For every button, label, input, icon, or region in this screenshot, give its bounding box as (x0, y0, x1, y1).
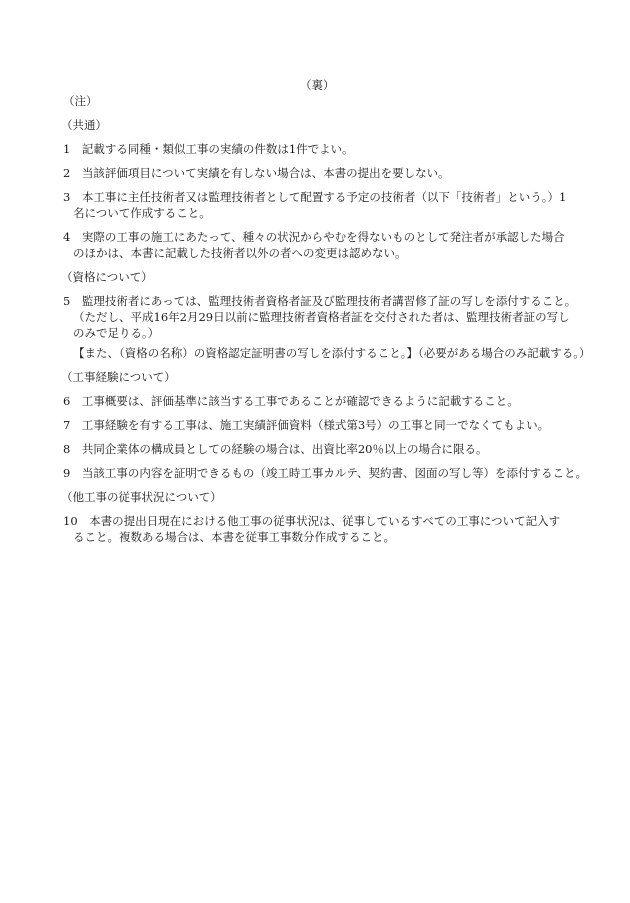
page-side-label: （裏） (300, 78, 335, 92)
note-heading: （注） (63, 94, 98, 108)
section-qualification: （資格について） (61, 270, 153, 284)
note-item-9: 9 当該工事の内容を証明できるもの（竣工時工事カルテ、契約書、図面の写し等）を添付すること。 (63, 466, 588, 480)
section-common: （共通） (61, 118, 107, 132)
note-item-6: 6 工事概要は、評価基準に該当する工事であることが確認できるように記載すること。 (63, 394, 519, 408)
note-item-4-line1: 4 実際の工事の施工にあたって、種々の状況からやむを得ないものとして発注者が承認した場合 (63, 230, 565, 244)
note-item-1: 1 記載する同種・類似工事の実績の件数は1件でよい。 (63, 142, 354, 156)
section-other-work: （他工事の従事状況について） (61, 490, 222, 504)
note-item-10-line1: 10 本書の提出日現在における他工事の従事状況は、従事しているすべての工事について記入す (63, 514, 561, 528)
note-item-5-line3: のみで足りる。） (73, 326, 160, 340)
note-item-5-line2: （ただし、平成16年2月29日以前に監理技術者資格者証を交付された者は、監理技術者証の写し (73, 310, 570, 324)
note-item-10-line2: ること。複数ある場合は、本書を従事工事数分作成すること。 (73, 530, 395, 544)
section-experience: （工事経験について） (61, 370, 176, 384)
note-item-2: 2 当該評価項目について実績を有しない場合は、本書の提出を要しない。 (63, 166, 450, 180)
note-item-4-line2: のほかは、本書に記載した技術者以外の者への変更は認めない。 (73, 246, 407, 260)
note-item-7: 7 工事経験を有する工事は、施工実績評価資料（様式第3号）の工事と同一でなくてもよい。 (63, 418, 550, 432)
note-item-8: 8 共同企業体の構成員としての経験の場合は、出資比率20％以上の場合に限る。 (63, 442, 488, 456)
note-item-5-addition: 【また、（資格の名称）の資格認定証明書の写しを添付すること。】（必要がある場合のみ記載する。） (73, 346, 591, 360)
note-item-5-line1: 5 監理技術者にあっては、監理技術者資格者証及び監理技術者講習修了証の写しを添付すること。 (63, 294, 577, 308)
note-item-3-line1: 3 本工事に主任技術者又は監理技術者として配置する予定の技術者（以下「技術者」という。）1 (63, 190, 567, 204)
note-item-3-line2: 名について作成すること。 (73, 206, 211, 220)
